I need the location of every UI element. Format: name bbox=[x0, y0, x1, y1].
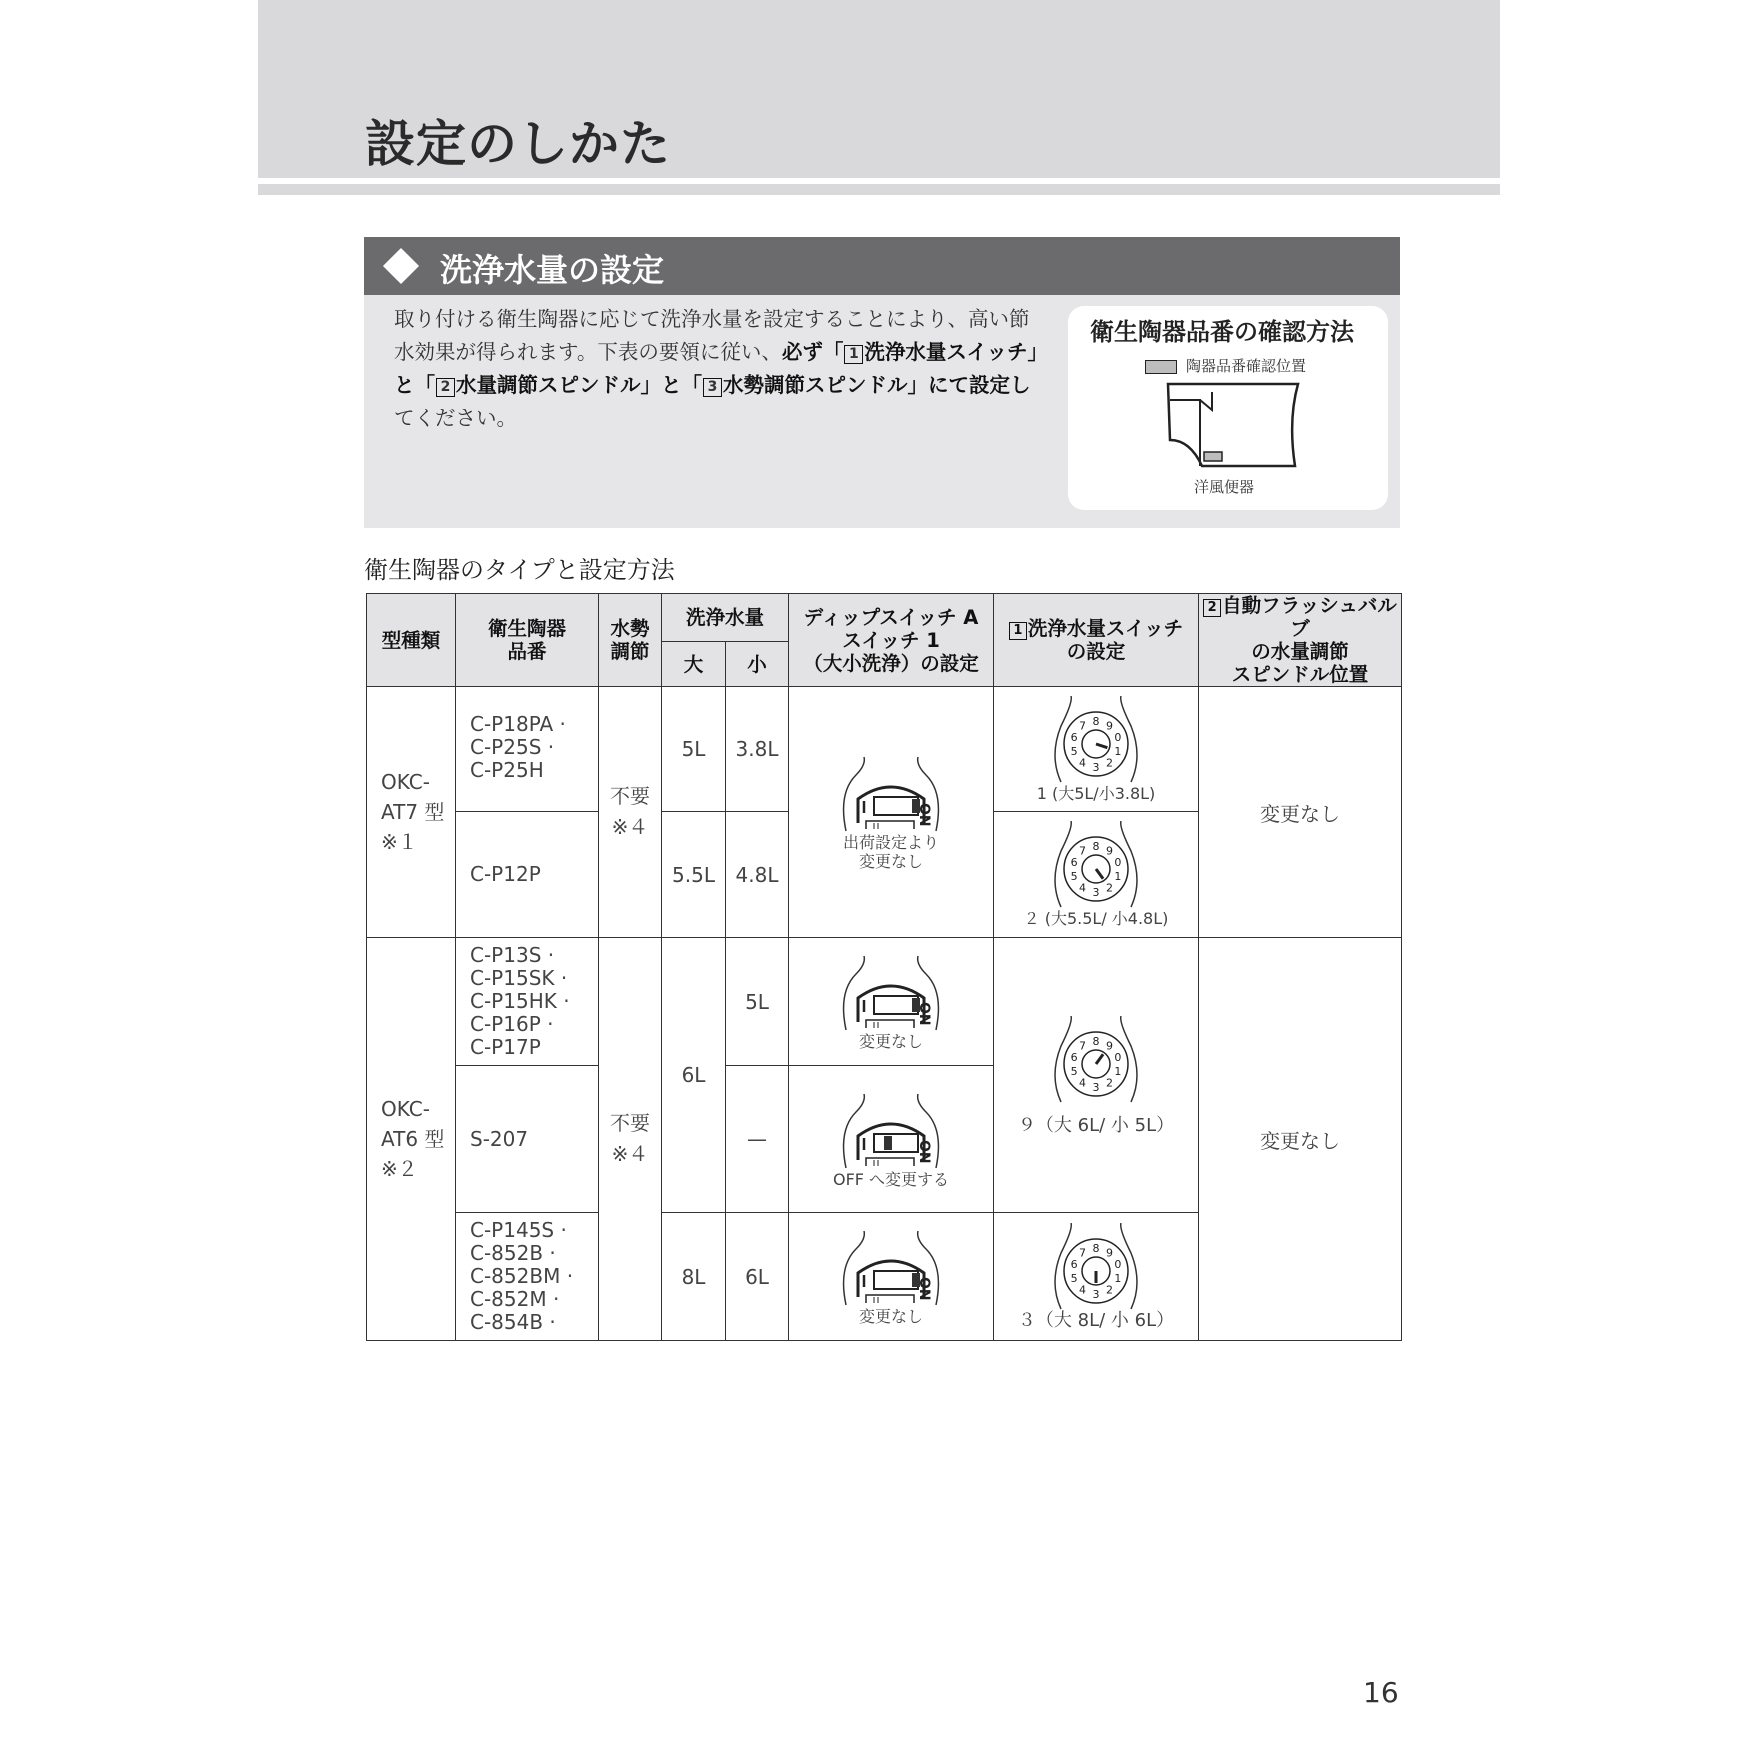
check-caption: 洋風便器 bbox=[1194, 478, 1255, 496]
diamond-bullet-icon bbox=[382, 247, 420, 285]
svg-text:1: 1 bbox=[1114, 1272, 1122, 1286]
svg-text:ON: ON bbox=[916, 1139, 933, 1164]
svg-text:3: 3 bbox=[1092, 886, 1100, 899]
switch-caption: ９（大 6L/ 小 5L） bbox=[1017, 1114, 1175, 1136]
dip-caption: OFF へ変更する bbox=[832, 1169, 950, 1189]
svg-text:7: 7 bbox=[1079, 718, 1087, 732]
intro-plain: 取り付ける衛生陶器に応じて洗浄水量を設定することにより、高い節水効果が得られます。下表の要領に従い、 bbox=[394, 307, 1030, 364]
intro-bold-2: 洗浄水量スイッチ」と「 bbox=[394, 340, 1038, 397]
svg-text:3: 3 bbox=[1092, 1288, 1100, 1301]
number-box-3: 3 bbox=[703, 378, 722, 397]
small-cell: — bbox=[726, 1066, 789, 1213]
table-row bbox=[367, 687, 1402, 812]
switch-cell bbox=[994, 1213, 1199, 1341]
number-box-2: 2 bbox=[436, 378, 455, 397]
section-title: 洗浄水量の設定 bbox=[440, 251, 665, 289]
svg-text:1: 1 bbox=[1114, 870, 1122, 884]
dip-cell bbox=[789, 938, 994, 1066]
model-cell: C-P18PA · C-P25S · C-P25H bbox=[456, 687, 599, 812]
type-cell: OKC- AT7 型 ※１ bbox=[367, 687, 456, 938]
table-caption: 衛生陶器のタイプと設定方法 bbox=[364, 556, 675, 584]
svg-text:8: 8 bbox=[1092, 1034, 1100, 1048]
svg-text:1: 1 bbox=[1114, 744, 1122, 758]
dip-caption: 変更なし bbox=[859, 1032, 924, 1051]
toilet-diagram-icon bbox=[1160, 380, 1310, 470]
intro-bold-1: 必ず「 bbox=[781, 340, 844, 364]
svg-text:3: 3 bbox=[1092, 1080, 1100, 1094]
svg-text:9: 9 bbox=[1106, 1246, 1114, 1260]
rotary-switch-icon bbox=[1031, 1223, 1161, 1311]
spindle-cell: 変更なし bbox=[1199, 687, 1402, 938]
svg-text:ON: ON bbox=[916, 1002, 933, 1026]
settings-table bbox=[366, 593, 1402, 1341]
legend-swatch bbox=[1145, 360, 1177, 374]
dip-cell bbox=[789, 1066, 994, 1213]
water-cell: 不要 ※４ bbox=[599, 938, 662, 1341]
svg-text:4: 4 bbox=[1079, 1076, 1087, 1090]
rotary-switch-icon bbox=[1031, 1016, 1161, 1104]
switch-caption: 1 (大5L/小3.8L) bbox=[1036, 783, 1156, 803]
svg-text:6: 6 bbox=[1070, 1050, 1078, 1064]
switch-cell bbox=[994, 687, 1199, 812]
number-box-1: 1 bbox=[844, 345, 863, 364]
svg-text:5: 5 bbox=[1070, 1064, 1078, 1078]
svg-text:6: 6 bbox=[1070, 1257, 1078, 1271]
large-cell: 8L bbox=[662, 1213, 726, 1341]
large-cell: 5.5L bbox=[662, 812, 726, 938]
dip-switch-icon bbox=[826, 952, 956, 1032]
svg-text:5: 5 bbox=[1070, 870, 1078, 884]
header-type: 型種類 bbox=[367, 594, 456, 687]
svg-text:6: 6 bbox=[1070, 730, 1078, 744]
svg-text:5: 5 bbox=[1070, 744, 1078, 758]
model-cell: C-P13S · C-P15SK · C-P15HK · C-P16P · C-P17P bbox=[456, 938, 599, 1066]
header-dip-switch: ディップスイッチ A スイッチ 1 （大小洗浄）の設定 bbox=[789, 594, 994, 687]
switch-cell bbox=[994, 812, 1199, 938]
dip-caption: 変更なし bbox=[859, 1307, 924, 1326]
header-model: 衛生陶器 品番 bbox=[456, 594, 599, 687]
svg-text:4: 4 bbox=[1079, 881, 1087, 895]
header-small: 小 bbox=[726, 642, 789, 687]
svg-text:4: 4 bbox=[1079, 756, 1087, 770]
intro-text bbox=[394, 303, 1044, 435]
large-cell: 5L bbox=[662, 687, 726, 812]
dip-cell bbox=[789, 687, 994, 938]
svg-text:4: 4 bbox=[1079, 1283, 1087, 1297]
svg-text:0: 0 bbox=[1114, 1050, 1122, 1064]
large-cell: 6L bbox=[662, 938, 726, 1213]
small-cell: 5L bbox=[726, 938, 789, 1066]
table-header-row bbox=[367, 594, 1402, 642]
header-spindle: 2 自動フラッシュバルブ の水量調節 スピンドル位置 bbox=[1199, 594, 1402, 687]
intro-tail: てください。 bbox=[394, 406, 517, 430]
type-cell: OKC- AT6 型 ※２ bbox=[367, 938, 456, 1341]
switch-caption: ２ (大5.5L/ 小4.8L) bbox=[1023, 909, 1169, 928]
small-cell: 3.8L bbox=[726, 687, 789, 812]
small-cell: 4.8L bbox=[726, 812, 789, 938]
rotary-switch-icon bbox=[1031, 821, 1161, 909]
water-cell: 不要 ※４ bbox=[599, 687, 662, 938]
dip-switch-icon bbox=[826, 1227, 956, 1307]
check-legend: 陶器品番確認位置 bbox=[1186, 357, 1307, 375]
model-cell: S-207 bbox=[456, 1066, 599, 1213]
header-flush-volume: 洗浄水量 bbox=[662, 594, 789, 642]
svg-text:8: 8 bbox=[1092, 714, 1100, 728]
check-method-title: 衛生陶器品番の確認方法 bbox=[1090, 318, 1354, 346]
svg-text:0: 0 bbox=[1114, 1257, 1122, 1271]
svg-text:7: 7 bbox=[1079, 844, 1087, 858]
small-cell: 6L bbox=[726, 1213, 789, 1341]
svg-text:1: 1 bbox=[1114, 1064, 1122, 1078]
intro-bold-4: 水勢調節スピンドル」にて設定し bbox=[723, 373, 1031, 397]
svg-text:9: 9 bbox=[1106, 1038, 1114, 1052]
svg-text:3: 3 bbox=[1092, 760, 1100, 774]
svg-text:7: 7 bbox=[1079, 1038, 1087, 1052]
svg-text:2: 2 bbox=[1106, 1283, 1114, 1297]
table-row bbox=[367, 938, 1402, 1066]
dip-cell bbox=[789, 1213, 994, 1341]
spindle-cell: 変更なし bbox=[1199, 938, 1402, 1341]
header-large: 大 bbox=[662, 642, 726, 687]
dip-switch-icon bbox=[826, 753, 956, 833]
svg-text:8: 8 bbox=[1092, 1242, 1100, 1255]
model-cell: C-P12P bbox=[456, 812, 599, 938]
intro-bold-3: 水量調節スピンドル」と「 bbox=[456, 373, 702, 397]
svg-text:2: 2 bbox=[1106, 881, 1114, 895]
svg-text:6: 6 bbox=[1070, 855, 1078, 869]
dip-switch-icon bbox=[826, 1090, 956, 1170]
svg-text:0: 0 bbox=[1114, 855, 1122, 869]
svg-text:0: 0 bbox=[1114, 730, 1122, 744]
page-number: 16 bbox=[1363, 1676, 1399, 1709]
dip-caption: 出荷設定より 変更なし bbox=[843, 833, 940, 871]
page-title: 設定のしかた bbox=[365, 115, 671, 173]
svg-text:8: 8 bbox=[1092, 840, 1100, 853]
header-flush-switch: 1 洗浄水量スイッチ の設定 bbox=[994, 594, 1199, 687]
svg-text:5: 5 bbox=[1070, 1272, 1078, 1286]
svg-text:7: 7 bbox=[1079, 1246, 1087, 1260]
rotary-switch-icon bbox=[1031, 696, 1161, 784]
svg-text:ON: ON bbox=[916, 803, 933, 827]
switch-cell bbox=[994, 938, 1199, 1213]
header-water-pressure: 水勢 調節 bbox=[599, 594, 662, 687]
header-rule bbox=[258, 184, 1500, 195]
svg-text:9: 9 bbox=[1106, 718, 1114, 732]
svg-text:ON: ON bbox=[916, 1277, 933, 1301]
svg-text:2: 2 bbox=[1106, 756, 1114, 770]
model-cell: C-P145S · C-852B · C-852BM · C-852M · C-854B · bbox=[456, 1213, 599, 1341]
svg-text:9: 9 bbox=[1106, 844, 1114, 858]
svg-text:2: 2 bbox=[1106, 1076, 1114, 1090]
switch-caption: ３（大 8L/ 小 6L） bbox=[1017, 1310, 1175, 1331]
